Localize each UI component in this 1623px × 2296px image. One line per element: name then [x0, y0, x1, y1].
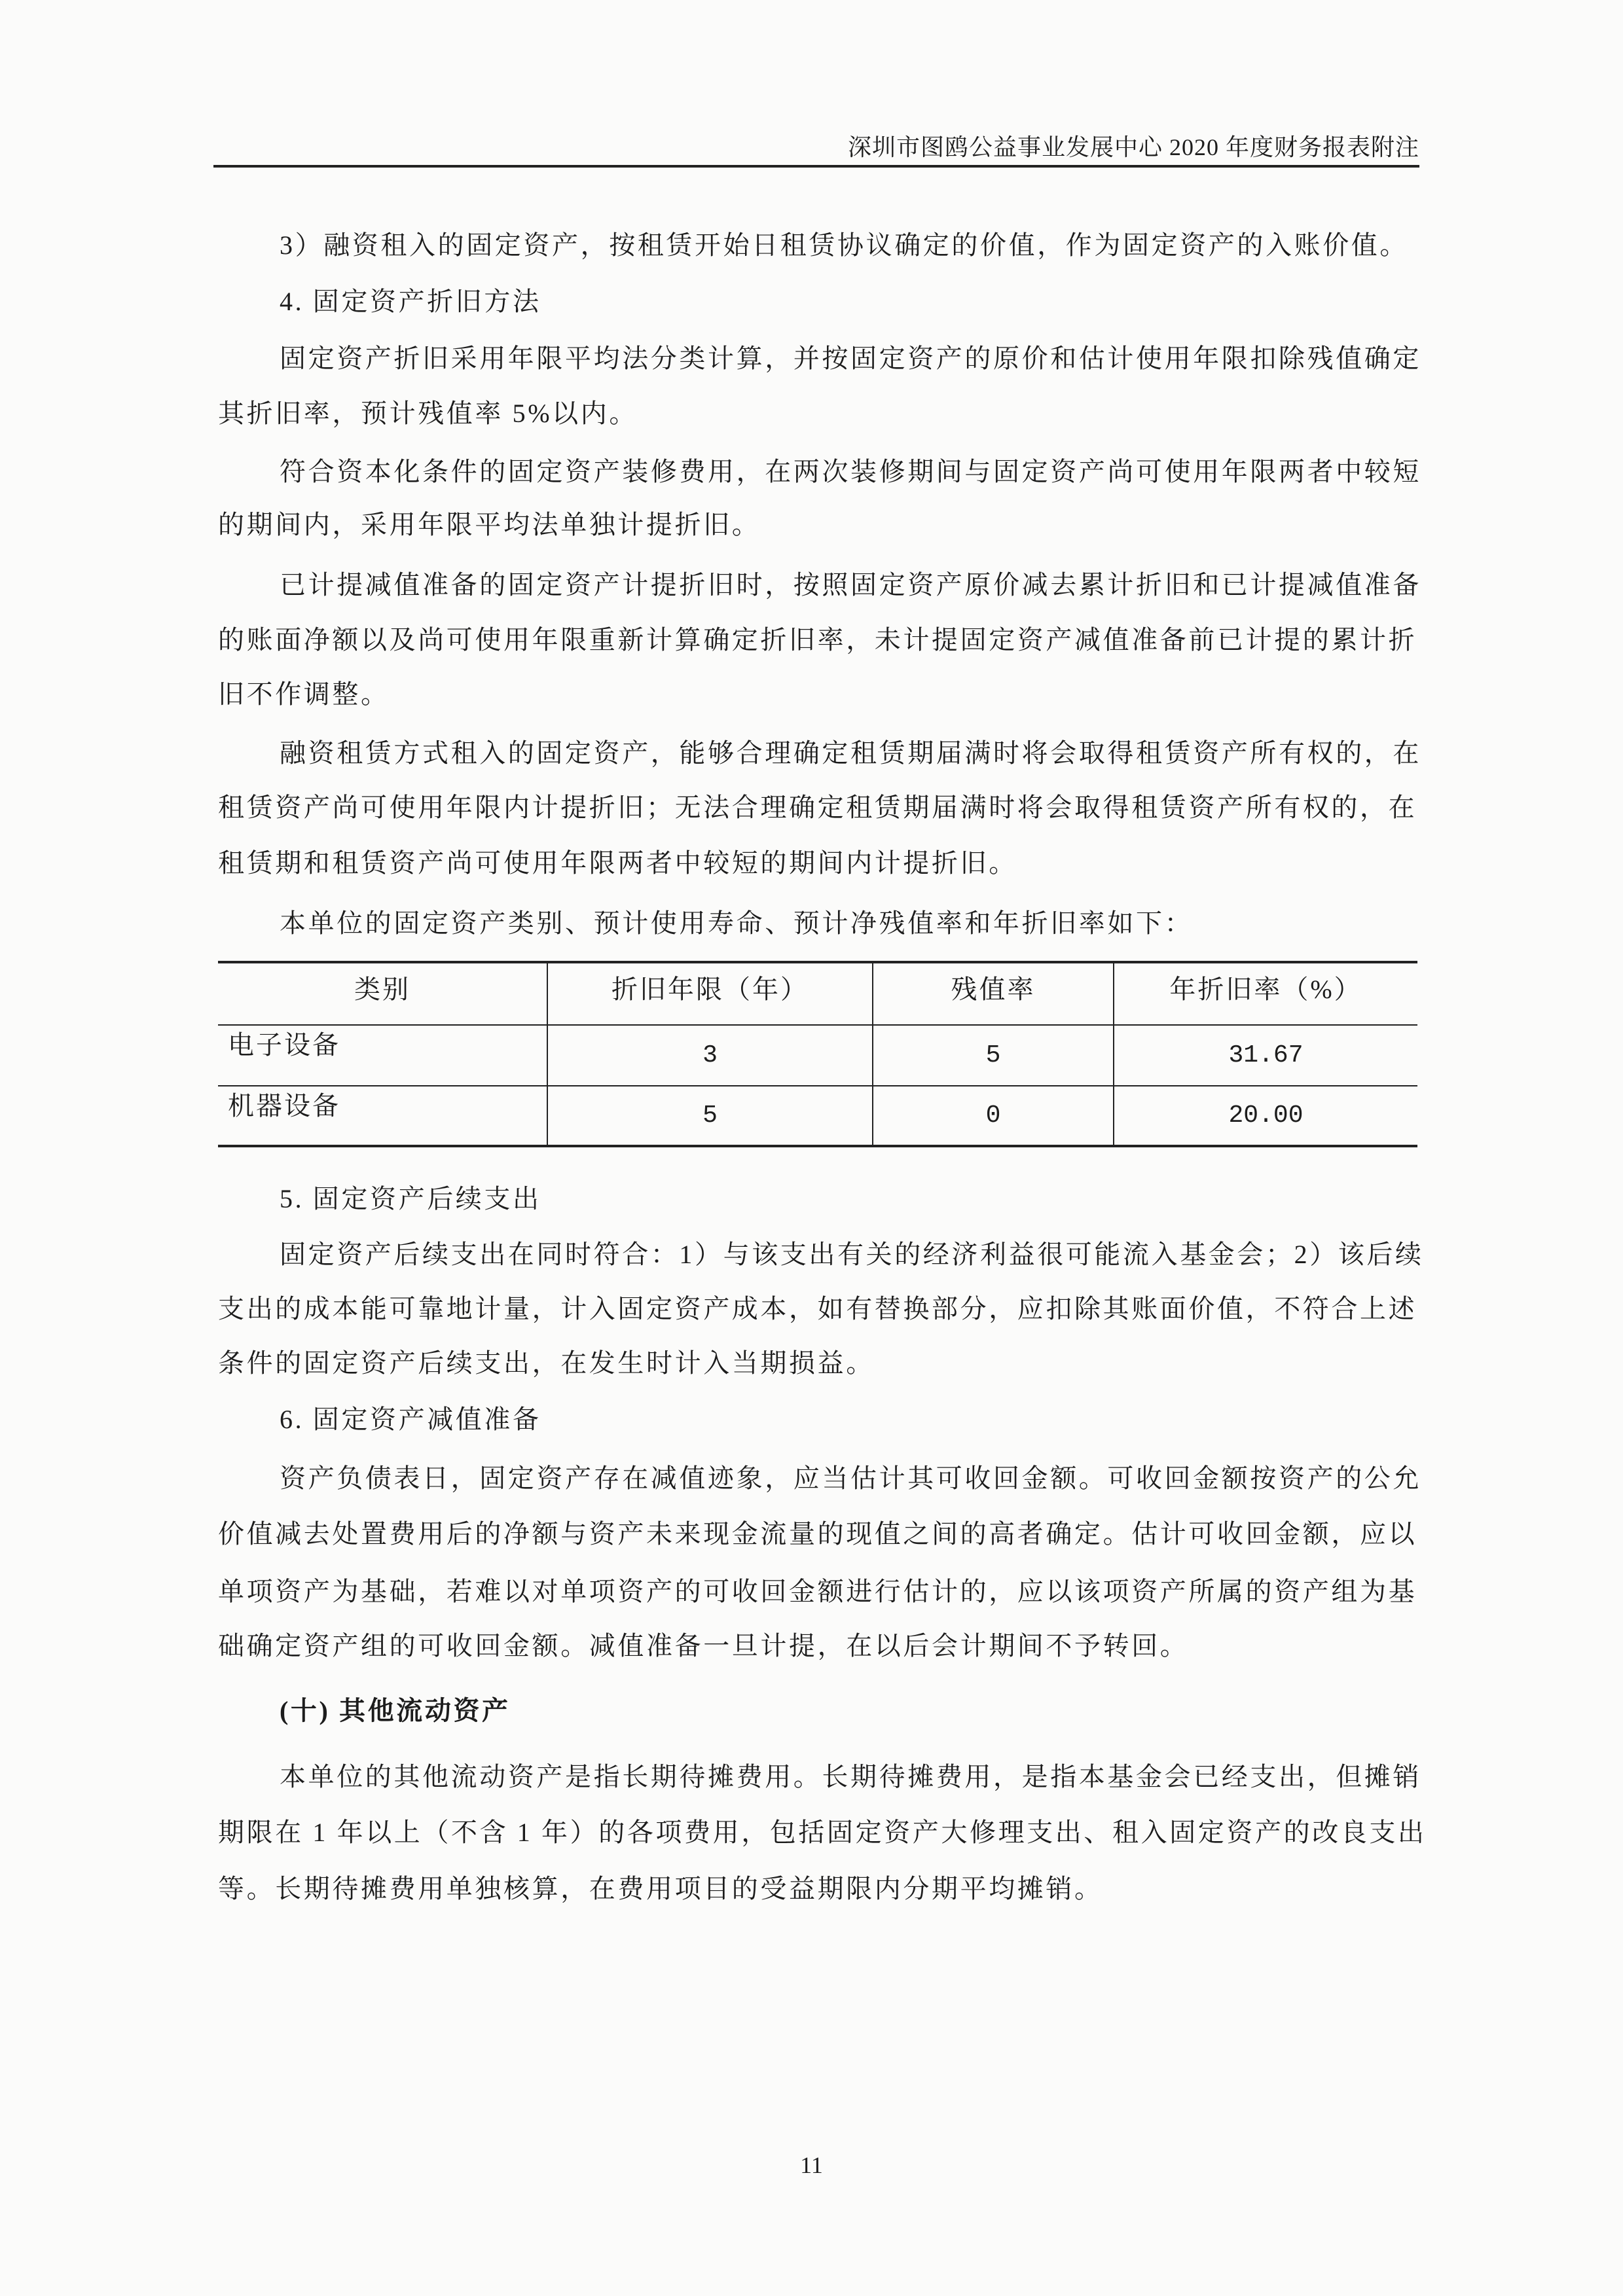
body-text-line: 固定资产后续支出在同时符合：1）与该支出有关的经济利益很可能流入基金会；2）该后续 [280, 1240, 1424, 1269]
body-text-line: 资产负债表日，固定资产存在减值迹象，应当估计其可收回金额。可收回金额按资产的公允 [280, 1463, 1421, 1493]
body-text-line: 的期间内，采用年限平均法单独计提折旧。 [218, 510, 761, 539]
body-text-line: 融资租赁方式租入的固定资产，能够合理确定租赁期届满时将会取得租赁资产所有权的，在 [280, 738, 1421, 768]
section-heading-text: 4. 固定资产折旧方法 [280, 287, 541, 316]
body-text-line: 本单位的其他流动资产是指长期待摊费用。长期待摊费用，是指本基金会已经支出，但摊销 [280, 1762, 1421, 1791]
table-row [218, 1086, 1417, 1146]
table-header-cell: 年折旧率（%） [1114, 962, 1417, 1025]
section-heading-text: 5. 固定资产后续支出 [280, 1184, 541, 1213]
body-text-line: 础确定资产组的可收回金额。减值准备一旦计提，在以后会计期间不予转回。 [218, 1631, 1189, 1660]
table-cell-annual-rate: 31.67 [1114, 1025, 1417, 1086]
depreciation-rate-table [218, 961, 1417, 1147]
body-text-line: 旧不作调整。 [218, 679, 390, 709]
header-rule [213, 165, 1419, 168]
body-text-line: 条件的固定资产后续支出，在发生时计入当期损益。 [218, 1348, 875, 1378]
table-cell-category: 机器设备 [218, 1086, 547, 1146]
table-header-row [218, 962, 1417, 1025]
body-text-line: 期限在 1 年以上（不含 1 年）的各项费用，包括固定资产大修理支出、租入固定资产的改良支出 [218, 1818, 1427, 1847]
body-text-line: 等。长期待摊费用单独核算，在费用项目的受益期限内分期平均摊销。 [218, 1874, 1103, 1903]
body-text-line: 符合资本化条件的固定资产装修费用，在两次装修期间与固定资产尚可使用年限两者中较短 [280, 457, 1421, 486]
table-header-cell: 折旧年限（年） [547, 962, 873, 1025]
body-text-line: 的账面净额以及尚可使用年限重新计算确定折旧率，未计提固定资产减值准备前已计提的累计折 [218, 625, 1417, 655]
page-number: 11 [800, 2152, 823, 2178]
table-row [218, 1025, 1417, 1086]
body-text-line: 3）融资租入的固定资产，按租赁开始日租赁协议确定的价值，作为固定资产的入账价值。 [280, 230, 1408, 260]
table-cell-category: 电子设备 [218, 1025, 547, 1086]
table-cell-residual-rate: 0 [873, 1086, 1114, 1146]
section-heading-text: (十) 其他流动资产 [280, 1696, 511, 1725]
table-cell-years: 5 [547, 1086, 873, 1146]
body-text-line: 价值减去处置费用后的净额与资产未来现金流量的现值之间的高者确定。估计可收回金额，应以 [218, 1519, 1417, 1549]
body-text-line: 租赁期和租赁资产尚可使用年限两者中较短的期间内计提折旧。 [218, 848, 1017, 878]
body-text-line: 其折旧率，预计残值率 5%以内。 [218, 399, 638, 428]
body-text-line: 租赁资产尚可使用年限内计提折旧；无法合理确定租赁期届满时将会取得租赁资产所有权的，在 [218, 793, 1417, 822]
section-heading-text: 6. 固定资产减值准备 [280, 1405, 541, 1434]
body-text-line: 支出的成本能可靠地计量，计入固定资产成本，如有替换部分，应扣除其账面价值，不符合上述 [218, 1294, 1417, 1323]
table-cell-annual-rate: 20.00 [1114, 1086, 1417, 1146]
table-cell-years: 3 [547, 1025, 873, 1086]
table-cell-residual-rate: 5 [873, 1025, 1114, 1086]
table-header-cell: 残值率 [873, 962, 1114, 1025]
body-text-line: 单项资产为基础，若难以对单项资产的可收回金额进行估计的，应以该项资产所属的资产组为基 [218, 1577, 1417, 1606]
running-header-title: 深圳市图鸥公益事业发展中心 2020 年度财务报表附注 [847, 134, 1419, 160]
body-text-line: 固定资产折旧采用年限平均法分类计算，并按固定资产的原价和估计使用年限扣除残值确定 [280, 344, 1421, 373]
table-intro-line: 本单位的固定资产类别、预计使用寿命、预计净残值率和年折旧率如下： [280, 908, 1194, 938]
body-text-line: 已计提减值准备的固定资产计提折旧时，按照固定资产原价减去累计折旧和已计提减值准备 [280, 570, 1421, 600]
table-header-cell: 类别 [218, 962, 547, 1025]
